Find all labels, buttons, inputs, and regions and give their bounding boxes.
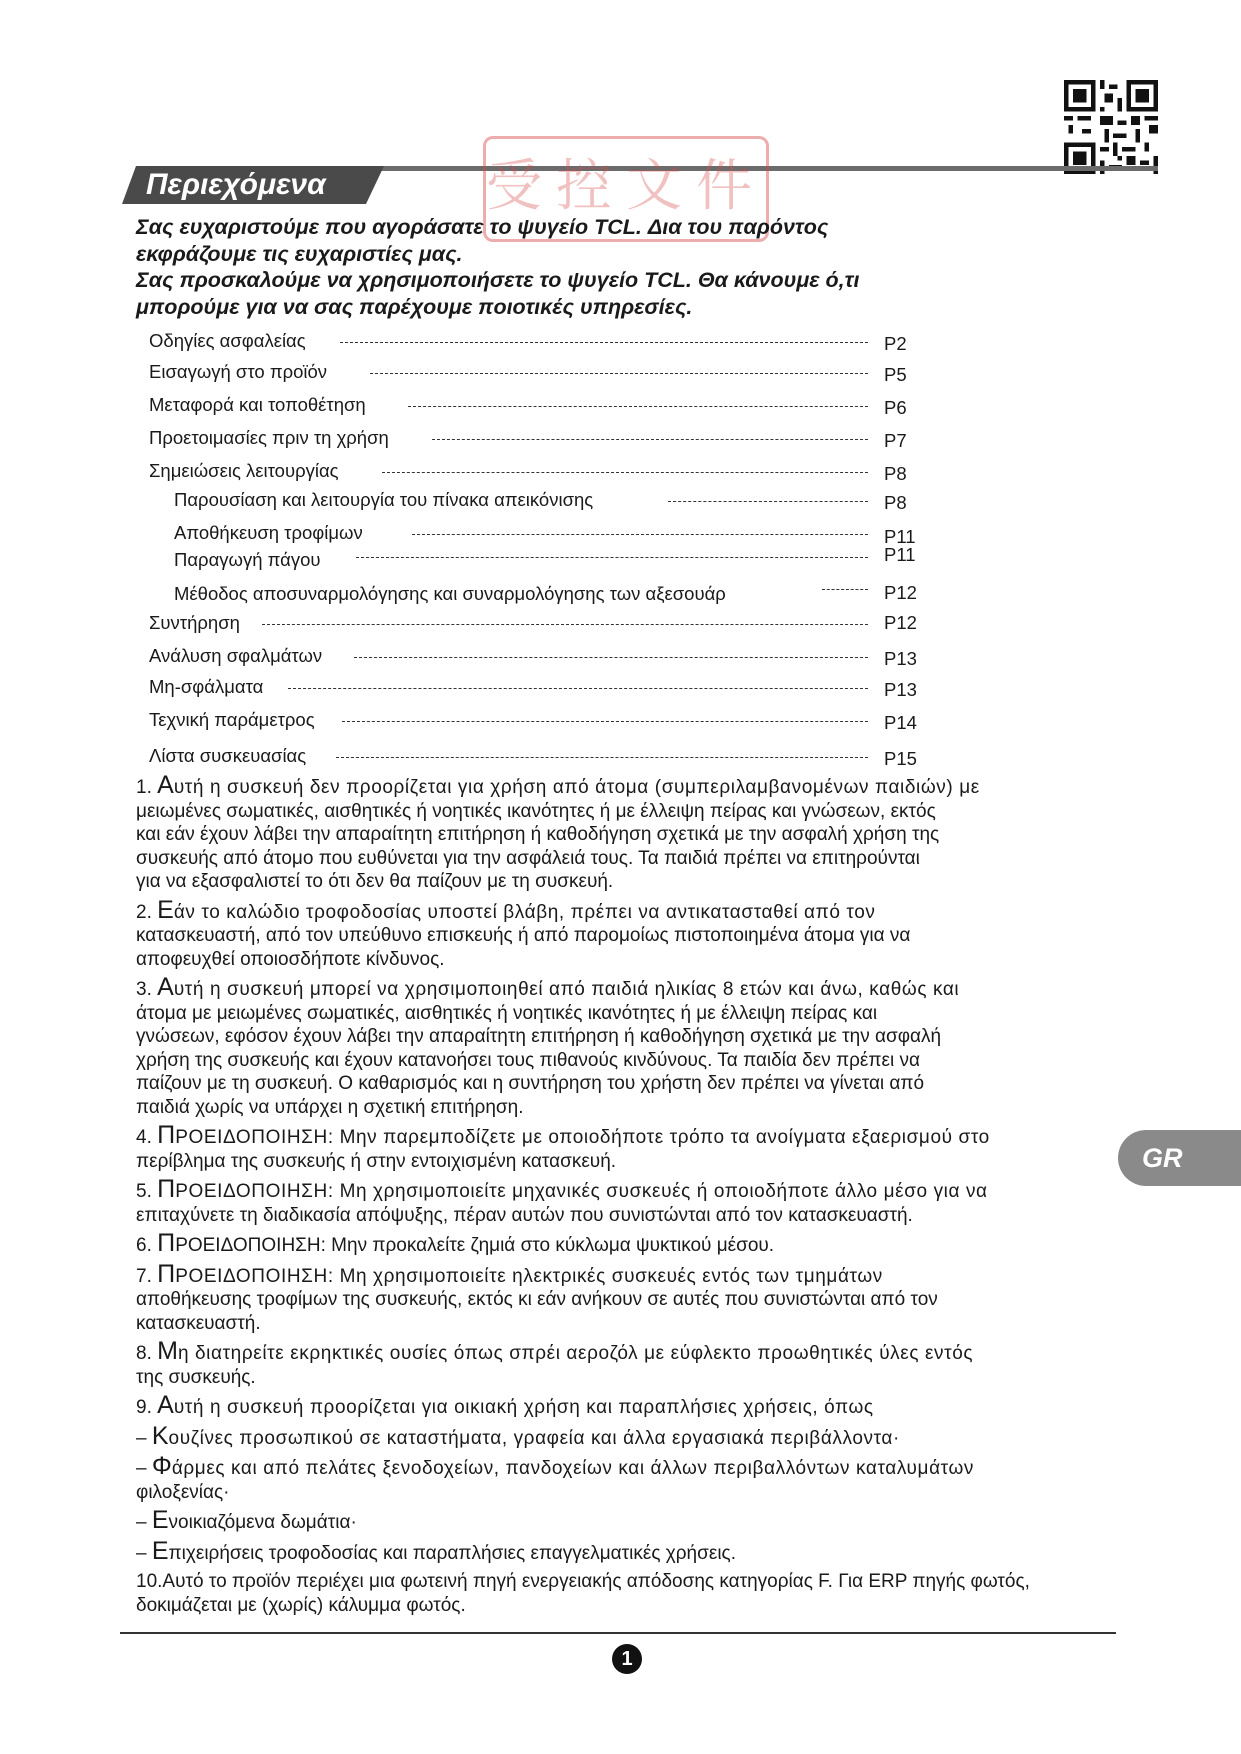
- item-number: 9.: [136, 1397, 158, 1418]
- item-line: άν το καλώδιο τροφοδοσίας υποστεί βλάβη, πρέπει να αντικατασταθεί από τον: [173, 901, 876, 923]
- item-line: υτή η συσκευή μπορεί να χρησιμοποιηθεί από παιδιά ηλικίας 8 ετών και άνω, καθώς και: [173, 979, 960, 1000]
- drop-cap: Α: [157, 1391, 174, 1419]
- item-line: νοικιαζόμενα δωμάτια·: [168, 1512, 357, 1533]
- toc-entry[interactable]: [0, 393, 1241, 417]
- safety-item-10: [136, 1570, 1136, 1617]
- toc-label: Ανάλυση σφαλμάτων: [149, 645, 323, 666]
- toc-leader: [668, 501, 868, 502]
- toc-page: P15: [884, 748, 917, 769]
- safety-subitem: [136, 1452, 1136, 1504]
- toc-leader: [288, 688, 868, 689]
- safety-item-5: [136, 1175, 1136, 1227]
- item-line: αποθήκευσης τροφίμων της συσκευής, εκτός κι εάν ανήκουν σε αυτές που συνιστώνται από τον: [136, 1289, 938, 1310]
- intro-line: εκφράζουμε τις ευχαριστίες μας.: [136, 241, 463, 266]
- toc-page: P2: [884, 333, 907, 354]
- drop-cap: Π: [157, 1229, 176, 1257]
- intro-line: Σας προσκαλούμε να χρησιμοποιήσετε το ψυγείο TCL. Θα κάνουμε ό,τι: [136, 268, 860, 292]
- toc-leader: [412, 534, 868, 535]
- item-number: –: [136, 1458, 152, 1479]
- toc-page: P11: [884, 544, 916, 565]
- toc-leader: [354, 657, 868, 658]
- drop-cap: Π: [157, 1175, 176, 1203]
- toc-page: P5: [884, 364, 907, 385]
- qr-code: [1064, 80, 1158, 174]
- item-line: κατασκευαστή, από τον υπεύθυνο επισκευής ή από παρομοίως πιστοποιημένα άτομα για να: [136, 925, 911, 946]
- toc-label: Λίστα συσκευασίας: [149, 745, 307, 766]
- toc-entry[interactable]: [0, 644, 1241, 668]
- drop-cap: Κ: [151, 1421, 169, 1450]
- safety-subitem: [136, 1506, 1136, 1535]
- toc-entry[interactable]: [0, 611, 1241, 635]
- toc-label: Εισαγωγή στο προϊόν: [149, 361, 328, 382]
- item-line: παιδιά χωρίς να υπάρχει η σχετική επιτήρηση.: [136, 1096, 524, 1118]
- drop-cap: Π: [157, 1259, 176, 1288]
- toc-entry[interactable]: [0, 426, 1241, 450]
- item-line: πιχειρήσεις τροφοδοσίας και παραπλήσιες επαγγελματικές χρήσεις.: [168, 1542, 736, 1564]
- item-line: υτή η συσκευή δεν προορίζεται για χρήση από άτομα (συμπεριλαμβανομένων παιδιών) με: [173, 777, 980, 798]
- toc-label: Παρουσίαση και λειτουργία του πίνακα απεικόνισης: [174, 489, 594, 510]
- item-line: χρήση της συσκευής και έχουν κατανοήσει τους πιθανούς κινδύνους. Τα παιδία δεν πρέπει να: [136, 1049, 920, 1071]
- item-number: 6.: [136, 1235, 158, 1256]
- safety-subitem: [136, 1421, 1136, 1451]
- toc-leader: [370, 373, 868, 374]
- intro-line: μπορούμε για να σας παρέχουμε ποιοτικές υπηρεσίες.: [136, 294, 693, 319]
- safety-subitem: [136, 1536, 1136, 1566]
- item-number: 2.: [136, 901, 158, 923]
- toc-page: P14: [884, 712, 917, 733]
- toc-page: P12: [884, 612, 917, 633]
- toc-leader: [262, 624, 868, 625]
- toc-entry[interactable]: [0, 459, 1241, 483]
- toc-entry[interactable]: [0, 675, 1241, 699]
- item-line: άτομα με μειωμένες σωματικές, αισθητικές ή νοητικές ικανότητες ή με έλλειψη πείρας και: [136, 1002, 878, 1024]
- toc-page: P7: [884, 430, 907, 451]
- toc-leader: [408, 406, 868, 407]
- toc-label: Παραγωγή πάγου: [174, 549, 321, 570]
- toc-leader: [382, 472, 868, 473]
- toc-page: P11: [884, 526, 916, 547]
- toc-leader: [340, 342, 868, 343]
- item-line: υτή η συσκευή προορίζεται για οικιακή χρήση και παραπλήσιες χρήσεις, όπως: [173, 1397, 874, 1418]
- drop-cap: Μ: [157, 1337, 178, 1365]
- safety-item-8: [136, 1337, 1136, 1389]
- item-number: 3.: [136, 979, 158, 1000]
- safety-item-2: [136, 895, 1136, 972]
- toc-label: Μη-σφάλματα: [149, 676, 264, 697]
- item-line: περίβλημα της συσκευής ή στην εντοιχισμένη κατασκευή.: [136, 1150, 617, 1172]
- item-number: –: [136, 1512, 152, 1533]
- item-line: ΡΟΕΙΔΟΠΟΙΗΣΗ: Μη χρησιμοποιείτε ηλεκτρικές συσκευές εντός των τμημάτων: [175, 1265, 883, 1287]
- item-line: ουζίνες προσωπικού σε καταστήματα, γραφεία και άλλα εργασιακά περιβάλλοντα·: [168, 1427, 900, 1449]
- drop-cap: Π: [157, 1121, 176, 1149]
- safety-item-7: [136, 1259, 1136, 1336]
- toc-leader: [336, 757, 868, 758]
- safety-item-3: [136, 973, 1136, 1119]
- item-number: 1.: [136, 777, 158, 798]
- toc-leader: [356, 557, 868, 558]
- item-line: δοκιμάζεται με (χωρίς) κάλυμμα φωτός.: [136, 1594, 466, 1616]
- item-line: ΡΟΕΙΔΟΠΟΙΗΣΗ: Μην προκαλείτε ζημιά στο κύκλωμα ψυκτικού μέσου.: [175, 1235, 775, 1256]
- drop-cap: Ε: [151, 1536, 169, 1565]
- toc-label: Τεχνική παράμετρος: [149, 709, 315, 730]
- item-number: –: [136, 1542, 152, 1564]
- item-line: κατασκευαστή.: [136, 1312, 261, 1334]
- intro-text: [136, 214, 996, 320]
- toc-entry[interactable]: [0, 544, 1241, 572]
- drop-cap: Φ: [151, 1452, 172, 1480]
- item-line: αποφευχθεί οποιοσδήποτε κίνδυνος.: [136, 948, 445, 970]
- drop-cap: Α: [157, 973, 174, 1001]
- safety-item-6: [136, 1229, 1136, 1258]
- toc-label: Αποθήκευση τροφίμων: [174, 522, 363, 543]
- drop-cap: Ε: [157, 895, 174, 924]
- item-number: 8.: [136, 1343, 158, 1364]
- toc-entry[interactable]: [0, 360, 1241, 384]
- item-number: 7.: [136, 1265, 158, 1287]
- safety-instructions: [136, 771, 1136, 1622]
- item-line: για να εξασφαλιστεί το ότι δεν θα παίζουν με τη συσκευή.: [136, 871, 614, 892]
- item-line: και εάν έχουν λάβει την απαραίτητη επιτήρηση ή καθοδήγηση σχετικά με την ασφαλή χρήση της: [136, 824, 940, 845]
- intro-line: Σας ευχαριστούμε που αγοράσατε το ψυγείο TCL. Δια του παρόντος: [136, 215, 829, 239]
- page-number: 1: [612, 1644, 642, 1674]
- item-number: 5.: [136, 1181, 158, 1202]
- footer-rule: [120, 1632, 1116, 1634]
- item-line: ΡΟΕΙΔΟΠΟΙΗΣΗ: Μην παρεμποδίζετε με οποιοδήποτε τρόπο τα ανοίγματα εξαερισμού στο: [175, 1127, 990, 1148]
- item-line: άρμες και από πελάτες ξενοδοχείων, πανδοχείων και άλλων περιβαλλόντων καταλυμάτων: [171, 1458, 975, 1479]
- toc-page: P6: [884, 397, 907, 418]
- item-line: η διατηρείτε εκρηκτικές ουσίες όπως σπρέι αεροζόλ με εύφλεκτο προωθητικές ύλες εντός: [177, 1343, 974, 1364]
- toc-label: Μεταφορά και τοποθέτηση: [149, 394, 366, 415]
- toc-entry[interactable]: [0, 488, 1241, 512]
- toc-entry[interactable]: [0, 521, 1241, 545]
- toc-leader: [822, 589, 868, 590]
- toc-page: P8: [884, 463, 907, 484]
- toc-label: Προετοιμασίες πριν τη χρήση: [149, 427, 389, 448]
- toc-page: P12: [884, 582, 917, 603]
- toc-entry[interactable]: [0, 582, 1241, 606]
- item-line: παίζουν με τη συσκευή. Ο καθαρισμός και η συντήρηση του χρήστη δεν πρέπει να γίνεται από: [136, 1073, 925, 1094]
- toc-entry[interactable]: [0, 329, 1241, 353]
- safety-item-1: [136, 771, 1136, 894]
- item-number: –: [136, 1427, 152, 1449]
- item-number: 4.: [136, 1127, 158, 1148]
- item-line: φιλοξενίας·: [136, 1481, 230, 1503]
- item-line: επιταχύνετε τη διαδικασία απόψυξης, πέραν αυτών που συνιστώνται από τον κατασκευαστή.: [136, 1204, 913, 1226]
- item-line: ΡΟΕΙΔΟΠΟΙΗΣΗ: Μη χρησιμοποιείτε μηχανικές συσκευές ή οποιοδήποτε άλλο μέσο για να: [175, 1181, 988, 1202]
- toc-label: Μέθοδος αποσυναρμολόγησης και συναρμολόγησης των αξεσουάρ: [174, 583, 726, 604]
- item-line: 10.Αυτό το προϊόν περιέχει μια φωτεινή πηγή ενεργειακής απόδοσης κατηγορίας F. Για ERP πηγής φωτός,: [136, 1571, 1030, 1592]
- item-line: γνώσεων, εφόσον έχουν λάβει την απαραίτητη επιτήρηση ή καθοδήγηση σχετικά με την ασφαλή: [136, 1026, 942, 1047]
- toc-page: P13: [884, 648, 917, 669]
- item-line: μειωμένες σωματικές, αισθητικές ή νοητικές ικανότητες ή με έλλειψη πείρας και γνώσεων, εκτός: [136, 800, 936, 822]
- safety-item-4: [136, 1121, 1136, 1173]
- toc-page: P13: [884, 679, 917, 700]
- toc-label: Συντήρηση: [149, 612, 240, 633]
- toc-leader: [342, 721, 868, 722]
- page-title: Περιεχόμενα: [146, 168, 326, 201]
- language-tab[interactable]: GR: [1118, 1130, 1241, 1186]
- toc-page: P8: [884, 492, 907, 513]
- toc-label: Οδηγίες ασφαλείας: [149, 330, 306, 351]
- toc-leader: [432, 439, 868, 440]
- toc-label: Σημειώσεις λειτουργίας: [149, 460, 339, 481]
- controlled-document-stamp: 受控文件: [483, 136, 769, 242]
- safety-item-9: [136, 1391, 1136, 1420]
- toc-entry[interactable]: [0, 744, 1241, 768]
- item-line: της συσκευής.: [136, 1366, 256, 1388]
- drop-cap: Α: [157, 771, 174, 799]
- toc-entry[interactable]: [0, 708, 1241, 732]
- drop-cap: Ε: [151, 1506, 169, 1534]
- item-line: συσκευής από άτομο που ευθύνεται για την ασφάλειά τους. Τα παιδιά πρέπει να επιτηρούνται: [136, 847, 920, 869]
